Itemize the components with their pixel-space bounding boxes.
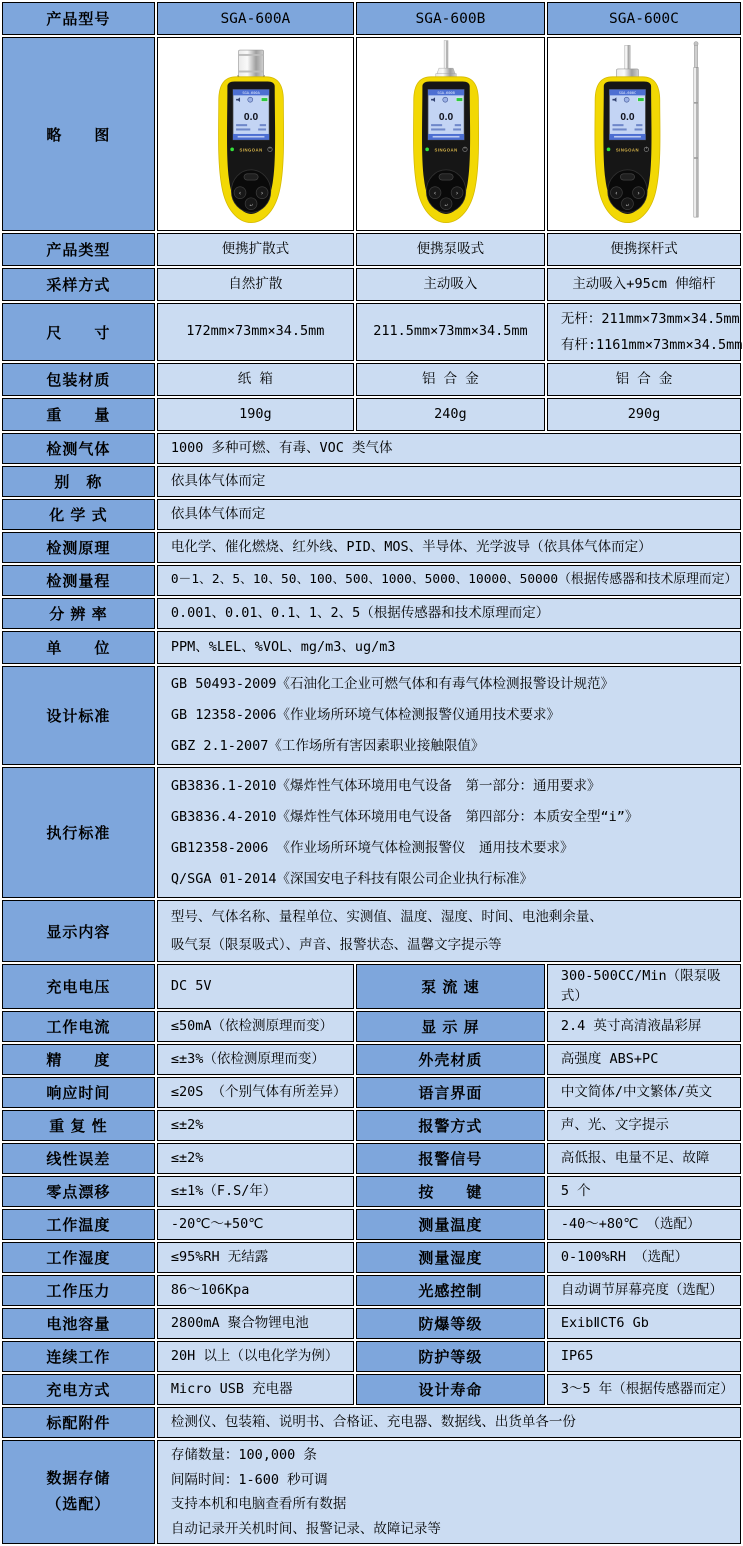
spec-left-label: 工作压力 (2, 1275, 155, 1306)
spec-left-value: ≤±2% (157, 1143, 354, 1174)
resolution-label: 分 辨 率 (2, 598, 155, 629)
spec-left-value: ≤±3%（依检测原理而变） (157, 1044, 354, 1075)
svg-text:0.0: 0.0 (439, 112, 454, 124)
spec-right-label: 语言界面 (356, 1077, 545, 1108)
display-content-value (157, 900, 741, 962)
data-storage-label-line2: （选配） (46, 1496, 111, 1514)
spec-right-label: 按 键 (356, 1176, 545, 1207)
display-content-line: 吸气泵（限泵吸式）、声音、报警状态、温馨文字提示等 (170, 937, 502, 953)
svg-text:SGA-600C: SGA-600C (618, 90, 637, 95)
row-weight (2, 398, 741, 431)
telescopic-rod (694, 42, 698, 217)
spec-right-value: 5 个 (547, 1176, 741, 1207)
dimensions-a: 172mm×73mm×34.5mm (157, 303, 354, 361)
svg-text:›: › (455, 189, 460, 197)
data-storage-label (2, 1440, 155, 1544)
svg-text:SGA-600B: SGA-600B (437, 90, 456, 95)
spec-right-label: 报警信号 (356, 1143, 545, 1174)
product-type-b: 便携泵吸式 (356, 233, 545, 266)
row-sampling-method (2, 268, 741, 301)
svg-text:↵: ↵ (625, 201, 629, 208)
spec-right-value: 2.4 英寸高清液晶彩屏 (547, 1011, 741, 1042)
alias-value: 依具体气体而定 (157, 466, 741, 497)
spec-row-1 (2, 1011, 741, 1042)
weight-a: 190g (157, 398, 354, 431)
spec-row-11 (2, 1341, 741, 1372)
spec-right-label: 显 示 屏 (356, 1011, 545, 1042)
row-resolution (2, 598, 741, 629)
spec-left-label: 工作湿度 (2, 1242, 155, 1273)
execution-standards-label: 执行标准 (2, 767, 155, 898)
device-image-sga600a (157, 37, 354, 231)
spec-left-label: 工作电流 (2, 1011, 155, 1042)
svg-text:‹: ‹ (433, 189, 438, 197)
dimensions-b: 211.5mm×73mm×34.5mm (356, 303, 545, 361)
weight-label: 重 量 (2, 398, 155, 431)
spec-left-label: 工作温度 (2, 1209, 155, 1240)
display-content-label: 显示内容 (2, 900, 155, 962)
spec-right-label: 报警方式 (356, 1110, 545, 1141)
device-image-sga600b (356, 37, 545, 231)
principle-label: 检测原理 (2, 532, 155, 563)
svg-text:SINGOAN: SINGOAN (434, 147, 459, 153)
unit-value: PPM、%LEL、%VOL、mg/m3、ug/m3 (157, 631, 741, 664)
spec-left-value: Micro USB 充电器 (157, 1374, 354, 1405)
accessories-label: 标配附件 (2, 1407, 155, 1438)
row-chemical-formula (2, 499, 741, 530)
spec-left-value: ≤±2% (157, 1110, 354, 1141)
execution-standard-line: GB3836.4-2010《爆炸性气体环境用电气设备 第四部分：本质安全型“i”》 (170, 808, 639, 825)
spec-row-5 (2, 1143, 741, 1174)
model-name-sga600a: SGA-600A (157, 2, 354, 35)
range-value: 0－1、2、5、10、50、100、500、1000、5000、10000、50000（根据传感器和技术原理而定） (157, 565, 741, 596)
sampling-c: 主动吸入+95cm 伸缩杆 (547, 268, 741, 301)
spec-right-value: 300-500CC/Min（限泵吸式） (547, 964, 741, 1009)
design-standard-line: GB 12358-2006《作业场所环境气体检测报警仪通用技术要求》 (170, 707, 560, 723)
svg-text:↵: ↵ (444, 201, 449, 208)
spec-left-value: 20H 以上（以电化学为例） (157, 1341, 354, 1372)
design-standards-label: 设计标准 (2, 666, 155, 765)
weight-b: 240g (356, 398, 545, 431)
design-standards-value (157, 666, 741, 765)
spec-right-value: 中文简体/中文繁体/英文 (547, 1077, 741, 1108)
svg-text:›: › (636, 189, 641, 197)
data-storage-line: 自动记录开关机时间、报警记录、故障记录等 (170, 1520, 441, 1537)
svg-text:‹: ‹ (614, 189, 619, 197)
alias-label: 别 称 (2, 466, 155, 497)
data-storage-line: 间隔时间：1-600 秒可调 (170, 1471, 328, 1488)
execution-standard-line: GB3836.1-2010《爆炸性气体环境用电气设备 第一部分：通用要求》 (170, 777, 601, 794)
spec-left-label: 连续工作 (2, 1341, 155, 1372)
spec-right-value: 高低报、电量不足、故障 (547, 1143, 741, 1174)
data-storage-value (157, 1440, 741, 1544)
model-name-sga600b: SGA-600B (356, 2, 545, 35)
svg-text:0.0: 0.0 (620, 112, 635, 124)
dimensions-label: 尺 寸 (2, 303, 155, 361)
row-product-type (2, 233, 741, 266)
spec-left-value: ≤20S （个别气体有所差异） (157, 1077, 354, 1108)
spec-row-0 (2, 964, 741, 1009)
sampling-b: 主动吸入 (356, 268, 545, 301)
spec-right-label: 外壳材质 (356, 1044, 545, 1075)
product-type-c: 便携探杆式 (547, 233, 741, 266)
packaging-label: 包装材质 (2, 363, 155, 396)
svg-text:SINGOAN: SINGOAN (615, 147, 639, 153)
spec-row-8 (2, 1242, 741, 1273)
weight-c: 290g (547, 398, 741, 431)
svg-text:↵: ↵ (249, 201, 253, 208)
packaging-b: 铝 合 金 (356, 363, 545, 396)
product-type-label: 产品类型 (2, 233, 155, 266)
dimensions-c-with-rod: 有杆:1161mm×73mm×34.5mm (560, 337, 743, 353)
spec-right-value: 高强度 ABS+PC (547, 1044, 741, 1075)
display-content-line: 型号、气体名称、量程单位、实测值、温度、湿度、时间、电池剩余量、 (170, 909, 603, 925)
row-dimensions (2, 303, 741, 361)
model-name-sga600c: SGA-600C (547, 2, 741, 35)
product-model-label: 产品型号 (2, 2, 155, 35)
packaging-a: 纸 箱 (157, 363, 354, 396)
spec-right-value: 3～5 年（根据传感器而定） (547, 1374, 741, 1405)
spec-right-value: 0-100%RH （选配） (547, 1242, 741, 1273)
spec-rows-section (2, 964, 741, 1405)
principle-value: 电化学、催化燃烧、红外线、PID、MOS、半导体、光学波导（依具体气体而定） (157, 532, 741, 563)
row-standard-accessories (2, 1407, 741, 1438)
spec-row-7 (2, 1209, 741, 1240)
dimensions-c-no-rod: 无杆：211mm×73mm×34.5mm (560, 311, 740, 327)
spec-left-label: 零点漂移 (2, 1176, 155, 1207)
spec-left-value: ≤95%RH 无结露 (157, 1242, 354, 1273)
data-storage-line: 支持本机和电脑查看所有数据 (170, 1496, 347, 1513)
spec-row-12 (2, 1374, 741, 1405)
spec-right-label: 测量温度 (356, 1209, 545, 1240)
row-design-standards (2, 666, 741, 765)
design-standard-line: GBZ 2.1-2007《工作场所有害因素职业接触限值》 (170, 738, 485, 754)
spec-right-value: -40～+80℃ （选配） (547, 1209, 741, 1240)
detected-gases-value: 1000 多种可燃、有毒、VOC 类气体 (157, 433, 741, 464)
packaging-c: 铝 合 金 (547, 363, 741, 396)
sketch-label: 略 图 (2, 37, 155, 231)
svg-text:›: › (260, 189, 265, 197)
spec-right-label: 测量湿度 (356, 1242, 545, 1273)
spec-row-3 (2, 1077, 741, 1108)
row-alias (2, 466, 741, 497)
spec-right-value: 自动调节屏幕亮度（选配） (547, 1275, 741, 1306)
spec-left-label: 电池容量 (2, 1308, 155, 1339)
spec-row-2 (2, 1044, 741, 1075)
svg-text:SINGOAN: SINGOAN (239, 147, 263, 153)
spec-right-label: 防爆等级 (356, 1308, 545, 1339)
sampling-a: 自然扩散 (157, 268, 354, 301)
data-storage-line: 存储数量：100,000 条 (170, 1447, 317, 1464)
spec-left-value: DC 5V (157, 964, 354, 1009)
spec-left-value: 2800mA 聚合物锂电池 (157, 1308, 354, 1339)
spec-row-10 (2, 1308, 741, 1339)
spec-left-label: 响应时间 (2, 1077, 155, 1108)
spec-row-9 (2, 1275, 741, 1306)
chemical-formula-label: 化 学 式 (2, 499, 155, 530)
spec-left-value: ≤50mA（依检测原理而变） (157, 1011, 354, 1042)
spec-right-label: 光感控制 (356, 1275, 545, 1306)
row-packaging (2, 363, 741, 396)
spec-left-label: 重 复 性 (2, 1110, 155, 1141)
execution-standard-line: Q/SGA 01-2014《深国安电子科技有限公司企业执行标准》 (170, 870, 533, 887)
spec-left-value: 86～106Kpa (157, 1275, 354, 1306)
spec-right-value: ExibⅡCT6 Gb (547, 1308, 741, 1339)
design-standard-line: GB 50493-2009《石油化工企业可燃气体和有毒气体检测报警设计规范》 (170, 676, 614, 692)
execution-standard-line: GB12358-2006 《作业场所环境气体检测报警仪 通用技术要求》 (170, 839, 574, 856)
spec-row-6 (2, 1176, 741, 1207)
spec-right-label: 泵 流 速 (356, 964, 545, 1009)
row-detection-principle (2, 532, 741, 563)
row-data-storage (2, 1440, 741, 1544)
row-execution-standards (2, 767, 741, 898)
row-detected-gases (2, 433, 741, 464)
spec-left-value: -20℃～+50℃ (157, 1209, 354, 1240)
spec-right-label: 设计寿命 (356, 1374, 545, 1405)
spec-right-label: 防护等级 (356, 1341, 545, 1372)
resolution-value: 0.001、0.01、0.1、1、2、5（根据传感器和技术原理而定） (157, 598, 741, 629)
data-storage-label-line1: 数据存储 (46, 1470, 111, 1488)
row-unit (2, 631, 741, 664)
sampling-label: 采样方式 (2, 268, 155, 301)
spec-left-label: 充电方式 (2, 1374, 155, 1405)
range-label: 检测量程 (2, 565, 155, 596)
accessories-value: 检测仪、包装箱、说明书、合格证、充电器、数据线、出货单各一份 (157, 1407, 741, 1438)
dimensions-c (547, 303, 741, 361)
row-sketch-images (2, 37, 741, 231)
spec-row-4 (2, 1110, 741, 1141)
spec-left-value: ≤±1%（F.S/年） (157, 1176, 354, 1207)
row-detection-range (2, 565, 741, 596)
product-type-a: 便携扩散式 (157, 233, 354, 266)
unit-label: 单 位 (2, 631, 155, 664)
chemical-formula-value: 依具体气体而定 (157, 499, 741, 530)
spec-right-value: 声、光、文字提示 (547, 1110, 741, 1141)
execution-standards-value (157, 767, 741, 898)
svg-text:‹: ‹ (238, 189, 243, 197)
spec-left-label: 线性误差 (2, 1143, 155, 1174)
spec-left-label: 精 度 (2, 1044, 155, 1075)
device-image-sga600c (547, 37, 741, 231)
detected-gases-label: 检测气体 (2, 433, 155, 464)
row-display-content (2, 900, 741, 962)
svg-text:0.0: 0.0 (244, 112, 259, 124)
svg-text:SGA-600A: SGA-600A (242, 90, 261, 95)
spec-right-value: IP65 (547, 1341, 741, 1372)
row-product-model (2, 2, 741, 35)
spec-left-label: 充电电压 (2, 964, 155, 1009)
